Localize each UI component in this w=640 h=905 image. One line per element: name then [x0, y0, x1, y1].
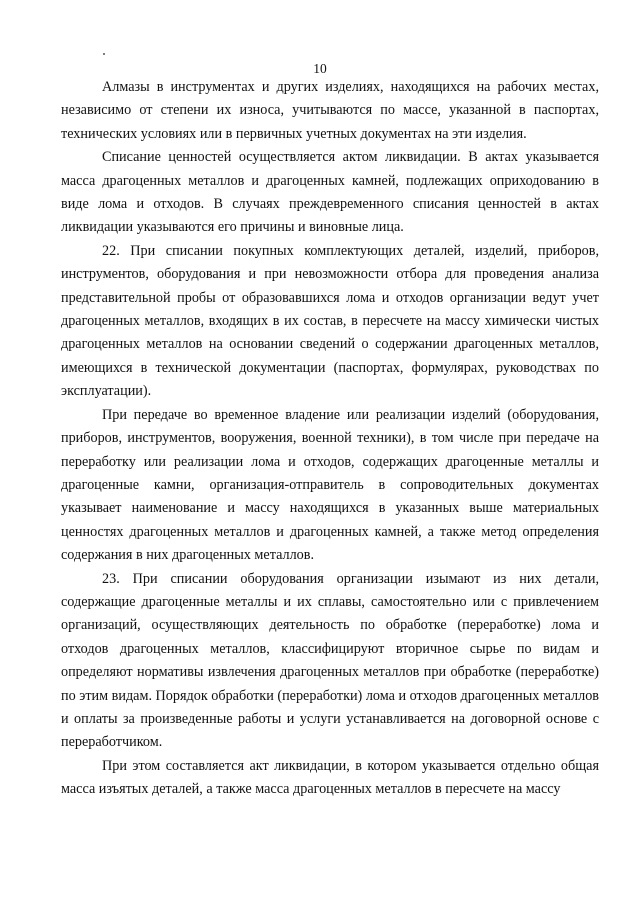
scan-speck: [103, 53, 105, 55]
paragraph-diamonds-in-tools: Алмазы в инструментах и других изделиях, находящихся на рабочих местах, независимо от степени их износа, учитываются по массе, указанной в паспортах, технических условиях или в первичных учетных документах на эти изделия.: [61, 79, 599, 142]
paragraph-transfer-of-items: При передаче во временное владение или реализации изделий (оборудования, приборов, инструментов, вооружения, военной техники), в том числе при передаче на переработку или реализации лома и отходов, содержащих драгоценные металлы и драгоценные камни, организация-отправитель в сопроводительных документах указывает наименование и массу находящихся в указанных выше материальных ценностях драгоценных металлов и драгоценных камней, а также метод определения содержания в них драгоценных металлов.: [61, 406, 599, 564]
paragraph-liquidation-act: При этом составляется акт ликвидации, в котором указывается отдельно общая масса изъятых деталей, а также масса драгоценных металлов в пересчете на массу: [61, 757, 599, 798]
document-body: [61, 76, 599, 802]
paragraph-22-components: 22. При списании покупных комплектующих деталей, изделий, приборов, инструментов, оборудования и при невозможности отбора для проведения анализа представительной пробы от образовавшихся лома и отходов организации ведут учет драгоценных металлов, входящих в их состав, в пересчете на массу химически чистых драгоценных металлов на основании сведений о содержании драгоценных металлов, имеющихся в технической документации (паспортах, формулярах, руководствах по эксплуатации).: [61, 242, 599, 400]
page-number: 10: [313, 61, 327, 76]
paragraph-write-off-act: Списание ценностей осуществляется актом ликвидации. В актах указывается масса драгоценных металлов и драгоценных камней, подлежащих оприходованию в виде лома и отходов. В случаях преждевременного списания ценностей в актах ликвидации указываются его причины и виновные лица.: [61, 149, 599, 236]
paragraph-23-equipment: 23. При списании оборудования организации изымают из них детали, содержащие драгоценные металлы и их сплавы, самостоятельно или с привлечением организаций, осуществляющих деятельность по обработке (переработке) лома и отходов драгоценных металлов, классифицируют вторичное сырье по видам и определяют нормативы извлечения драгоценных металлов при обработке (переработке) по этим видам. Порядок обработки (переработки) лома и отходов драгоценных металлов и оплаты за произведенные работы и услуги устанавливается на договорной основе с переработчиком.: [61, 570, 599, 751]
